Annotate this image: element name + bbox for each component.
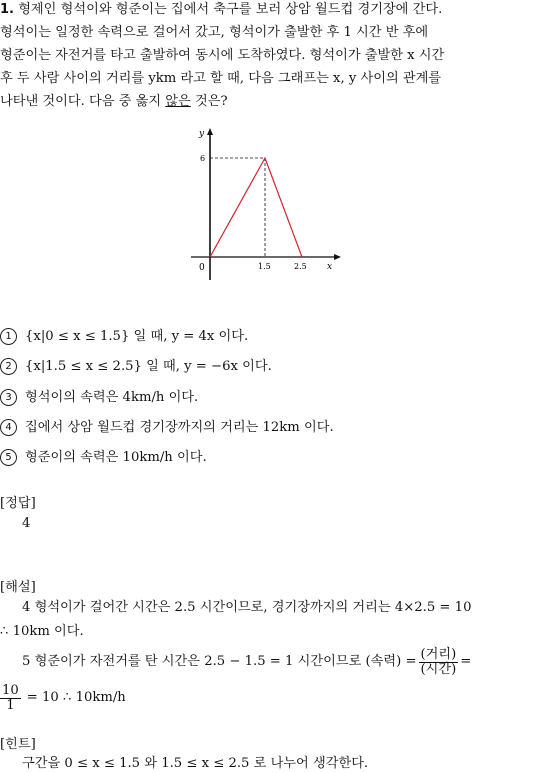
x-axis-label: x [327, 262, 333, 272]
hint-heading: [힌트] [0, 737, 36, 752]
explanation-line-2: ∴ 10km 이다. [0, 624, 84, 639]
option-text-5: 형준이의 속력은 10km/h 이다. [25, 450, 207, 465]
option-mark-3: 3 [0, 389, 17, 406]
option-text-4: 집에서 상암 월드컵 경기장까지의 거리는 12km 이다. [25, 420, 334, 435]
option-2[interactable] [0, 355, 272, 375]
explanation-equals: = [460, 654, 472, 669]
problem-line-1 [0, 2, 442, 18]
option-3[interactable] [0, 386, 198, 406]
explanation-result: = 10 ∴ 10km/h [26, 690, 126, 705]
y-axis-label: y [199, 129, 205, 139]
fraction-speed-numerator: (거리) [420, 646, 457, 662]
problem-line-3: 형준이는 자전거를 타고 출발하여 동시에 도착하였다. 형석이가 출발한 x 시간 [0, 48, 445, 63]
fraction-speed [419, 648, 459, 677]
answer-value: 4 [22, 516, 31, 531]
option-mark-5: 5 [0, 449, 17, 466]
fraction-value-denominator: 1 [6, 697, 15, 713]
problem-text-5-mid: 옳지 [135, 94, 166, 109]
option-4[interactable] [0, 416, 334, 436]
problem-text-5-post: 것은? [190, 94, 228, 109]
y-axis-arrow [207, 128, 213, 135]
problem-text-1: 형제인 형석이와 형준이는 집에서 축구를 보러 상암 월드컵 경기장에 간다. [18, 2, 443, 17]
option-5[interactable] [0, 446, 207, 466]
fraction-speed-denominator: (시간) [420, 661, 457, 677]
option-mark-2: 2 [0, 358, 17, 375]
option-mark-4: 4 [0, 419, 17, 436]
problem-text-5-pre: 나타낸 것이다. 다음 중 [0, 94, 136, 109]
problem-line-2: 형석이는 일정한 속력으로 걸어서 갔고, 형석이가 출발한 후 1 시간 반 후에 [0, 25, 429, 40]
problem-line-5 [0, 94, 228, 110]
explanation-text-3: 5 형준이가 자전거를 탄 시간은 2.5 − 1.5 = 1 시간이므로 (속력) = [22, 654, 417, 669]
explanation-line-4 [0, 678, 126, 718]
fraction-value-numerator: 10 [2, 682, 19, 698]
explanation-heading: [해설] [0, 580, 36, 595]
problem-emphasis-not: 않은 [165, 94, 191, 109]
distance-line [210, 158, 302, 257]
option-text-1: {x|0 ≤ x ≤ 1.5} 일 때, y = 4x 이다. [25, 329, 249, 344]
explanation-line-1: 4 형석이가 걸어간 시간은 2.5 시간이므로, 경기장까지의 거리는 4×2.5 = 10 [22, 600, 472, 615]
hint-text: 구간을 0 ≤ x ≤ 1.5 와 1.5 ≤ x ≤ 2.5 로 나누어 생각한다. [22, 756, 369, 771]
option-text-3: 형석이의 속력은 4km/h 이다. [25, 390, 199, 405]
fraction-value [0, 684, 21, 713]
problem-line-4: 후 두 사람 사이의 거리를 ykm 라고 할 때, 다음 그래프는 x, y 사이의 관계를 [0, 71, 442, 86]
distance-graph [185, 122, 350, 287]
x-tick-1-5: 1.5 [258, 262, 271, 271]
option-1[interactable] [0, 325, 248, 345]
option-text-2: {x|1.5 ≤ x ≤ 2.5} 일 때, y = −6x 이다. [25, 359, 272, 374]
problem-number: 1. [0, 2, 14, 17]
x-tick-2-5: 2.5 [294, 262, 307, 271]
y-tick-6: 6 [200, 154, 206, 163]
option-mark-1: 1 [0, 328, 17, 345]
origin-label: 0 [199, 263, 205, 273]
x-axis-arrow [334, 254, 341, 260]
answer-heading: [정답] [0, 496, 36, 511]
explanation-line-3 [22, 642, 471, 682]
